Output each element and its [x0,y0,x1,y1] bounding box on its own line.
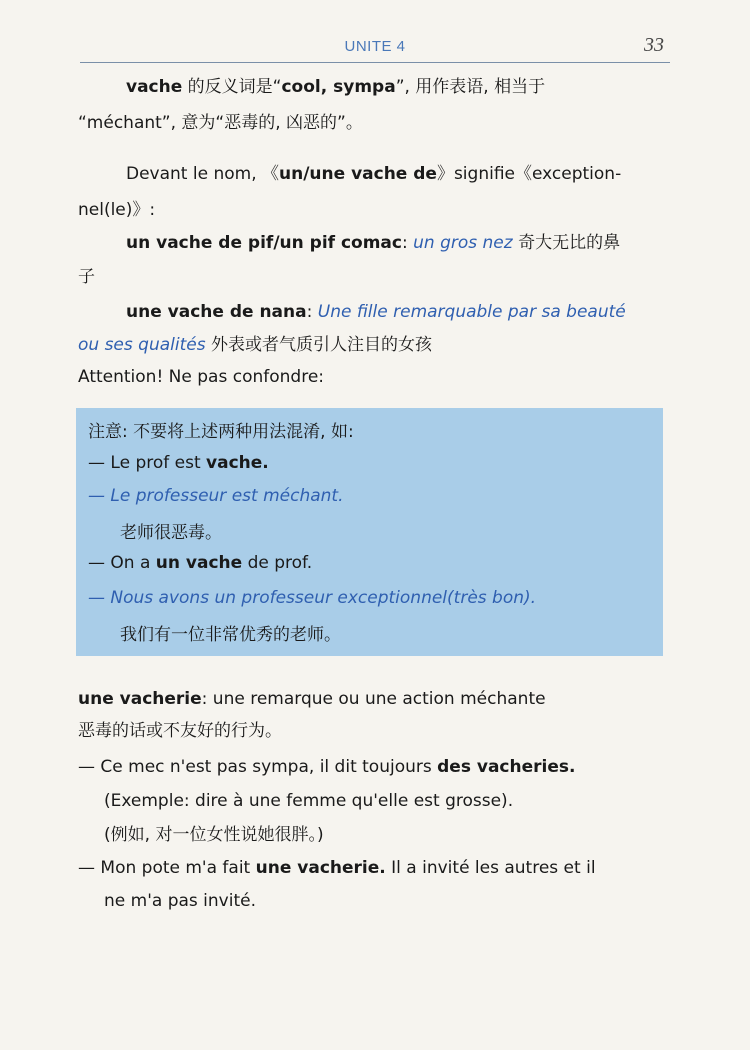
text: — On a [88,553,156,573]
translation: un gros nez [413,233,513,253]
term-vache-de-nana: une vache de nana [126,302,307,322]
text: (Exemple: dire à une femme qu'elle est grosse). [104,791,514,811]
text: Il a invité les autres et il [385,858,596,878]
text: Devant le nom, 《 [126,164,279,184]
paragraph-nana-line2 [78,328,673,362]
term-une-vacherie: une vacherie. [255,858,386,878]
term-cool-sympa: cool, sympa [281,77,396,97]
paragraph-devant-le-nom [126,157,671,191]
text: 外表或者气质引人注目的女孩 [205,335,432,355]
vacherie-example-1-note [104,784,699,818]
attention-line [78,360,673,394]
paragraph-nana [126,295,671,329]
page-number: 33 [644,34,664,56]
text: ”, 用作表语, 相当于 [395,77,546,97]
term-vache-de-pif: un vache de pif/un pif comac [126,233,402,253]
text: 恶毒的话或不友好的行为。 [78,721,282,741]
term-vacherie: une vacherie [78,689,202,709]
term-des-vacheries: des vacheries. [437,757,576,777]
text: de prof. [242,553,313,573]
note-example-1 [88,453,269,473]
vacherie-chinese-definition [78,714,673,748]
paragraph-antonym [126,70,671,104]
text: 》signifie《exception- [436,164,622,184]
vacherie-example-1-chinese [104,818,699,852]
vacherie-example-2 [78,851,673,885]
note-example-2-translation: — Nous avons un professeur exceptionnel(très bon). [88,588,537,608]
note-example-1-chinese: 老师很恶毒。 [120,523,222,543]
translation: ou ses qualités [78,335,206,355]
note-example-1-translation: — Le professeur est méchant. [88,486,344,506]
text: — Ce mec n'est pas sympa, il dit toujours [78,757,438,777]
separator: : [306,302,318,322]
text: nel(le)》: [78,200,156,220]
term-un-vache: un vache [155,553,243,573]
vacherie-example-2-line2 [104,884,699,918]
separator: : [401,233,414,253]
term-vache: vache. [206,453,269,473]
term-vache: vache [126,77,183,97]
term-un-une-vache-de: un/une vache de [279,164,437,184]
text: Attention! Ne pas confondre: [78,367,325,387]
page-header [80,36,670,63]
text: “méchant”, 意为“恶毒的, 凶恶的”。 [78,113,363,133]
translation: Une fille remarquable par sa beauté [317,302,626,322]
text: 的反义词是“ [182,77,282,97]
vacherie-example-1 [78,750,673,784]
text: ne m'a pas invité. [104,891,256,911]
note-title: 注意: 不要将上述两种用法混淆, 如: [88,422,354,442]
vacherie-definition [78,682,673,716]
paragraph-devant-le-nom-line2 [78,193,673,227]
unit-title: UNITE 4 [344,38,406,55]
note-example-2 [88,553,312,573]
paragraph-antonym-line2 [78,106,673,140]
paragraph-pif [126,226,671,260]
paragraph-pif-line2 [78,260,673,294]
note-example-2-chinese: 我们有一位非常优秀的老师。 [120,625,341,645]
text: 子 [78,267,95,287]
text: (例如, 对一位女性说她很胖。) [104,825,324,845]
text: 奇大无比的鼻 [512,233,621,253]
note-box [76,408,663,656]
text: — Mon pote m'a fait [78,858,256,878]
text: — Le prof est [88,453,207,473]
text: : une remarque ou une action méchante [201,689,546,709]
